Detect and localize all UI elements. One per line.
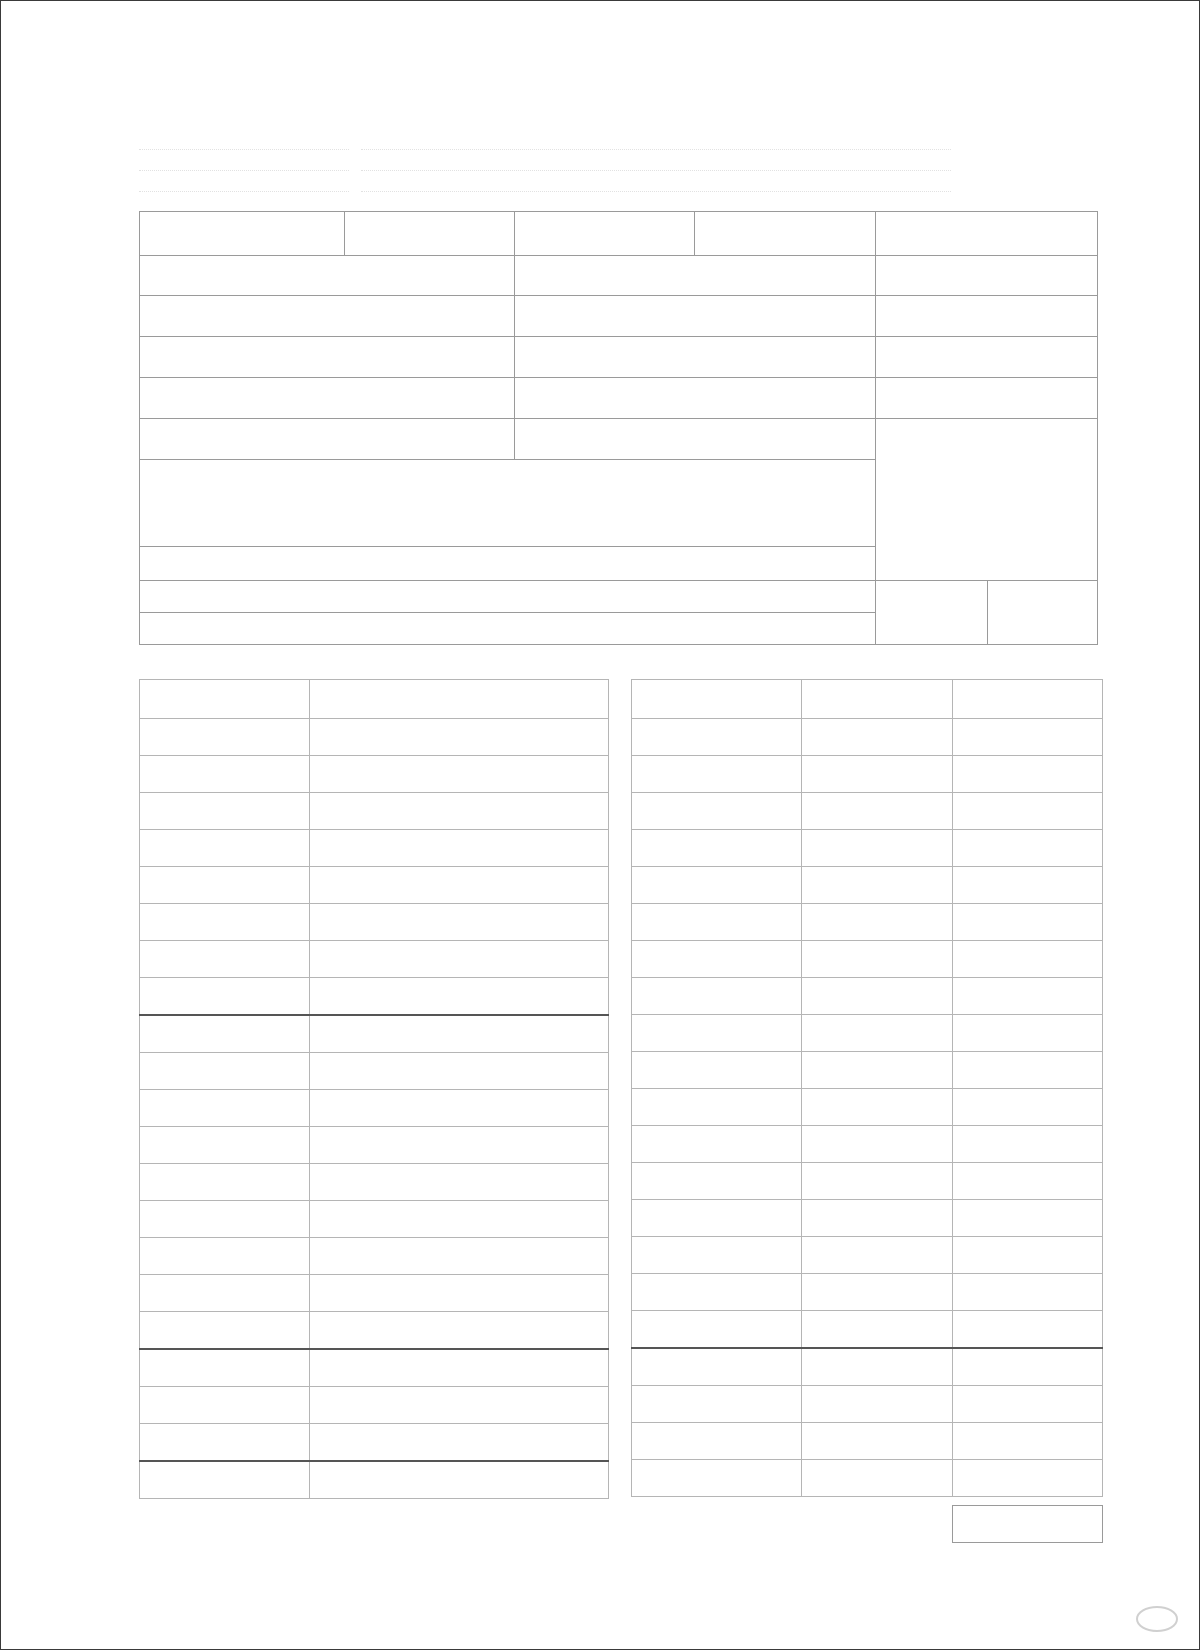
table-cell[interactable] <box>632 1386 802 1423</box>
table-row <box>632 1089 1103 1126</box>
field-box[interactable] <box>139 418 515 460</box>
table-cell[interactable] <box>309 867 608 904</box>
table-cell[interactable] <box>801 830 953 867</box>
table-cell[interactable] <box>953 830 1103 867</box>
field-box[interactable] <box>987 580 1098 645</box>
table-cell[interactable] <box>632 1200 802 1237</box>
table-cell[interactable] <box>140 830 310 867</box>
table-cell[interactable] <box>801 1163 953 1200</box>
field-box[interactable] <box>514 255 876 296</box>
table-cell[interactable] <box>801 1052 953 1089</box>
table-row <box>140 978 609 1016</box>
column-header <box>632 680 802 719</box>
table-cell[interactable] <box>309 1164 608 1201</box>
table-cell[interactable] <box>801 941 953 978</box>
table-cell[interactable] <box>140 867 310 904</box>
table-row <box>140 1461 609 1499</box>
table-cell[interactable] <box>801 1237 953 1274</box>
table-cell[interactable] <box>953 941 1103 978</box>
table-cell[interactable] <box>632 719 802 756</box>
table-cell[interactable] <box>309 830 608 867</box>
header-title-line <box>139 173 349 192</box>
table-cell[interactable] <box>140 793 310 830</box>
field-box[interactable] <box>514 377 876 419</box>
field-box[interactable] <box>875 211 1098 256</box>
instruction-line <box>361 173 951 192</box>
table-cell[interactable] <box>140 1127 310 1164</box>
table-cell[interactable] <box>953 1386 1103 1423</box>
table-cell[interactable] <box>953 1460 1103 1497</box>
table-cell[interactable] <box>953 1311 1103 1349</box>
table-cell[interactable] <box>632 1311 802 1349</box>
table-cell[interactable] <box>140 1238 310 1275</box>
table-row <box>140 941 609 978</box>
table-cell[interactable] <box>801 1311 953 1349</box>
table-cell[interactable] <box>632 1015 802 1052</box>
table-cell[interactable] <box>801 1348 953 1386</box>
table-row <box>140 1349 609 1387</box>
table-cell[interactable] <box>309 1275 608 1312</box>
table-row <box>140 1275 609 1312</box>
table-cell[interactable] <box>632 1460 802 1497</box>
table-cell[interactable] <box>801 1460 953 1497</box>
column-header <box>140 680 310 719</box>
table-cell[interactable] <box>309 756 608 793</box>
table-cell[interactable] <box>309 1238 608 1275</box>
table-row <box>140 1164 609 1201</box>
instruction-line <box>361 152 951 171</box>
left-entries-table <box>139 679 609 1499</box>
field-box[interactable] <box>344 211 515 256</box>
table-cell[interactable] <box>801 1200 953 1237</box>
table-cell[interactable] <box>140 756 310 793</box>
field-box[interactable] <box>139 336 515 378</box>
table-row <box>632 719 1103 756</box>
table-cell[interactable] <box>953 1015 1103 1052</box>
field-box[interactable] <box>875 336 1098 378</box>
header-title-block <box>139 131 349 194</box>
table-cell[interactable] <box>632 756 802 793</box>
table-row <box>632 1015 1103 1052</box>
table-header-row <box>632 680 1103 719</box>
table-cell[interactable] <box>309 904 608 941</box>
field-box[interactable] <box>139 546 876 581</box>
table-cell[interactable] <box>309 1090 608 1127</box>
table-cell[interactable] <box>309 1312 608 1350</box>
table-cell[interactable] <box>140 1349 310 1387</box>
table-cell[interactable] <box>632 793 802 830</box>
column-header <box>309 680 608 719</box>
table-row <box>632 1274 1103 1311</box>
table-row <box>140 867 609 904</box>
table-row <box>140 793 609 830</box>
field-box[interactable] <box>514 418 876 460</box>
table-cell[interactable] <box>309 1127 608 1164</box>
table-row <box>140 1053 609 1090</box>
table-cell[interactable] <box>140 1312 310 1350</box>
table-row <box>140 1424 609 1462</box>
table-cell[interactable] <box>309 941 608 978</box>
table-cell[interactable] <box>632 830 802 867</box>
table-cell[interactable] <box>632 941 802 978</box>
table-row <box>140 1387 609 1424</box>
table-cell[interactable] <box>953 1089 1103 1126</box>
table-row <box>140 1201 609 1238</box>
table-row <box>632 1052 1103 1089</box>
table-cell[interactable] <box>953 1052 1103 1089</box>
table-cell[interactable] <box>632 978 802 1015</box>
table-cell[interactable] <box>801 1423 953 1460</box>
field-box[interactable] <box>139 211 345 256</box>
table-header-row <box>140 680 609 719</box>
table-row <box>632 1163 1103 1200</box>
table-row <box>632 978 1103 1015</box>
table-row <box>632 756 1103 793</box>
table-row <box>140 1090 609 1127</box>
table-row <box>632 1311 1103 1349</box>
field-box[interactable] <box>694 211 876 256</box>
table-row <box>632 941 1103 978</box>
table-cell[interactable] <box>632 1348 802 1386</box>
table-cell[interactable] <box>953 1200 1103 1237</box>
table-cell[interactable] <box>309 793 608 830</box>
table-row <box>632 1200 1103 1237</box>
table-cell[interactable] <box>140 1164 310 1201</box>
field-box[interactable] <box>875 580 988 645</box>
table-cell[interactable] <box>953 756 1103 793</box>
table-cell[interactable] <box>309 1461 608 1499</box>
table-cell[interactable] <box>801 1386 953 1423</box>
table-row <box>140 719 609 756</box>
table-cell[interactable] <box>632 1089 802 1126</box>
table-row <box>140 1015 609 1053</box>
field-box[interactable] <box>139 459 876 547</box>
form-header <box>139 131 959 191</box>
table-cell[interactable] <box>801 978 953 1015</box>
field-box[interactable] <box>875 377 1098 419</box>
table-cell[interactable] <box>140 1201 310 1238</box>
header-title-line <box>139 152 349 171</box>
table-row <box>140 830 609 867</box>
table-row <box>140 904 609 941</box>
field-box[interactable] <box>139 255 515 296</box>
table-row <box>632 1423 1103 1460</box>
table-row <box>632 1348 1103 1386</box>
table-cell[interactable] <box>632 1163 802 1200</box>
table-cell[interactable] <box>801 1089 953 1126</box>
table-row <box>140 1312 609 1350</box>
table-row <box>632 793 1103 830</box>
column-header <box>801 680 953 719</box>
field-box[interactable] <box>139 295 515 337</box>
table-cell[interactable] <box>953 1126 1103 1163</box>
table-cell[interactable] <box>953 1274 1103 1311</box>
right-entries-table <box>631 679 1103 1497</box>
table-cell[interactable] <box>309 1349 608 1387</box>
table-row <box>632 830 1103 867</box>
table-cell[interactable] <box>309 719 608 756</box>
table-cell[interactable] <box>140 1053 310 1090</box>
table-row <box>632 1460 1103 1497</box>
table-cell[interactable] <box>632 904 802 941</box>
table-cell[interactable] <box>632 1274 802 1311</box>
total-field[interactable] <box>952 1505 1103 1543</box>
table-cell[interactable] <box>140 719 310 756</box>
header-instructions <box>361 131 951 194</box>
table-cell[interactable] <box>140 1387 310 1424</box>
table-row <box>632 1126 1103 1163</box>
table-cell[interactable] <box>309 1387 608 1424</box>
table-row <box>632 1237 1103 1274</box>
header-title-line <box>139 131 349 150</box>
table-cell[interactable] <box>140 1424 310 1462</box>
field-box[interactable] <box>875 255 1098 296</box>
table-row <box>140 756 609 793</box>
table-cell[interactable] <box>801 756 953 793</box>
table-cell[interactable] <box>801 1126 953 1163</box>
instruction-line <box>361 131 951 150</box>
table-cell[interactable] <box>953 1163 1103 1200</box>
table-row <box>632 904 1103 941</box>
table-cell[interactable] <box>953 1423 1103 1460</box>
field-box[interactable] <box>139 377 515 419</box>
stamp-icon <box>1133 1603 1181 1635</box>
table-cell[interactable] <box>953 904 1103 941</box>
table-cell[interactable] <box>953 793 1103 830</box>
table-cell[interactable] <box>953 1237 1103 1274</box>
column-header <box>953 680 1103 719</box>
info-form <box>139 211 1103 651</box>
table-cell[interactable] <box>801 867 953 904</box>
table-cell[interactable] <box>140 941 310 978</box>
table-cell[interactable] <box>801 719 953 756</box>
table-cell[interactable] <box>140 978 310 1016</box>
table-cell[interactable] <box>140 1015 310 1053</box>
field-box[interactable] <box>514 295 876 337</box>
table-cell[interactable] <box>632 867 802 904</box>
table-cell[interactable] <box>309 978 608 1016</box>
table-cell[interactable] <box>309 1201 608 1238</box>
field-box[interactable] <box>875 295 1098 337</box>
table-cell[interactable] <box>953 867 1103 904</box>
table-cell[interactable] <box>632 1126 802 1163</box>
table-row <box>632 1386 1103 1423</box>
table-cell[interactable] <box>140 904 310 941</box>
table-cell[interactable] <box>632 1237 802 1274</box>
table-cell[interactable] <box>801 793 953 830</box>
table-cell[interactable] <box>953 1348 1103 1386</box>
field-box[interactable] <box>139 580 876 613</box>
table-row <box>140 1127 609 1164</box>
table-cell[interactable] <box>309 1053 608 1090</box>
field-box[interactable] <box>514 211 695 256</box>
table-cell[interactable] <box>140 1275 310 1312</box>
table-cell[interactable] <box>140 1461 310 1499</box>
table-cell[interactable] <box>801 904 953 941</box>
table-cell[interactable] <box>801 1015 953 1052</box>
table-cell[interactable] <box>309 1015 608 1053</box>
table-cell[interactable] <box>632 1423 802 1460</box>
table-row <box>632 867 1103 904</box>
table-cell[interactable] <box>309 1424 608 1462</box>
table-cell[interactable] <box>953 978 1103 1015</box>
table-cell[interactable] <box>801 1274 953 1311</box>
table-cell[interactable] <box>953 719 1103 756</box>
field-box[interactable] <box>139 612 876 645</box>
field-box[interactable] <box>514 336 876 378</box>
table-row <box>140 1238 609 1275</box>
table-cell[interactable] <box>632 1052 802 1089</box>
table-cell[interactable] <box>140 1090 310 1127</box>
notes-box <box>875 418 1098 581</box>
